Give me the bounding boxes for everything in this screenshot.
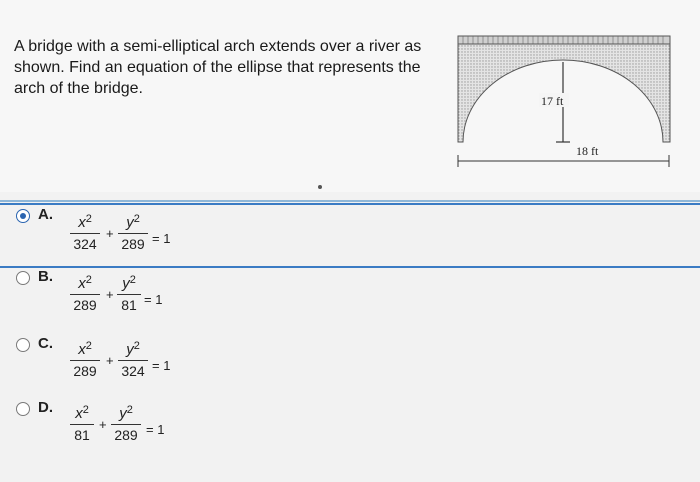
question-panel: [0, 0, 700, 192]
option-d-letter: D.: [38, 399, 53, 416]
option-c-fraction-y: $y^2$ 324: [118, 338, 148, 379]
option-c-equals: = 1: [152, 358, 171, 373]
half-span-label: 18 ft: [576, 144, 599, 158]
option-c-fraction-x: $x^2$ 289: [70, 338, 100, 379]
option-a-equals: = 1: [152, 231, 171, 246]
option-d-fraction-y: $y^2$ 289: [111, 402, 141, 443]
option-d[interactable]: [0, 398, 700, 462]
radio-b[interactable]: [16, 271, 30, 285]
option-b-plus: +: [106, 287, 114, 302]
option-c-letter: C.: [38, 335, 53, 352]
radio-c[interactable]: [16, 338, 30, 352]
divider-line: [0, 200, 700, 202]
option-a-plus: +: [106, 226, 114, 241]
option-b-letter: B.: [38, 268, 53, 285]
option-a-letter: A.: [38, 206, 53, 223]
separator-dot: [318, 185, 322, 189]
height-label: 17 ft: [541, 94, 564, 108]
option-b-fraction-x: $x^2$ 289: [70, 272, 100, 313]
option-c[interactable]: [0, 334, 700, 398]
option-a-fraction-x: $x^2$ 324: [70, 211, 100, 252]
option-c-plus: +: [106, 353, 114, 368]
question-text: A bridge with a semi-elliptical arch extends over a river as shown. Find an equation of the ellipse that represents the arch of the bridge.: [14, 38, 422, 97]
option-b-fraction-y: $y^2$ 81: [117, 272, 141, 313]
option-d-fraction-x: $x^2$ 81: [70, 402, 94, 443]
radio-a[interactable]: [16, 209, 30, 223]
option-d-plus: +: [99, 417, 107, 432]
option-d-equals: = 1: [146, 422, 165, 437]
option-b-equals: = 1: [144, 292, 163, 307]
bridge-arch-figure: [455, 30, 680, 180]
option-a-fraction-y: $y^2$ 289: [118, 211, 148, 252]
radio-d[interactable]: [16, 402, 30, 416]
option-a[interactable]: [0, 203, 700, 268]
option-b[interactable]: [0, 266, 700, 330]
